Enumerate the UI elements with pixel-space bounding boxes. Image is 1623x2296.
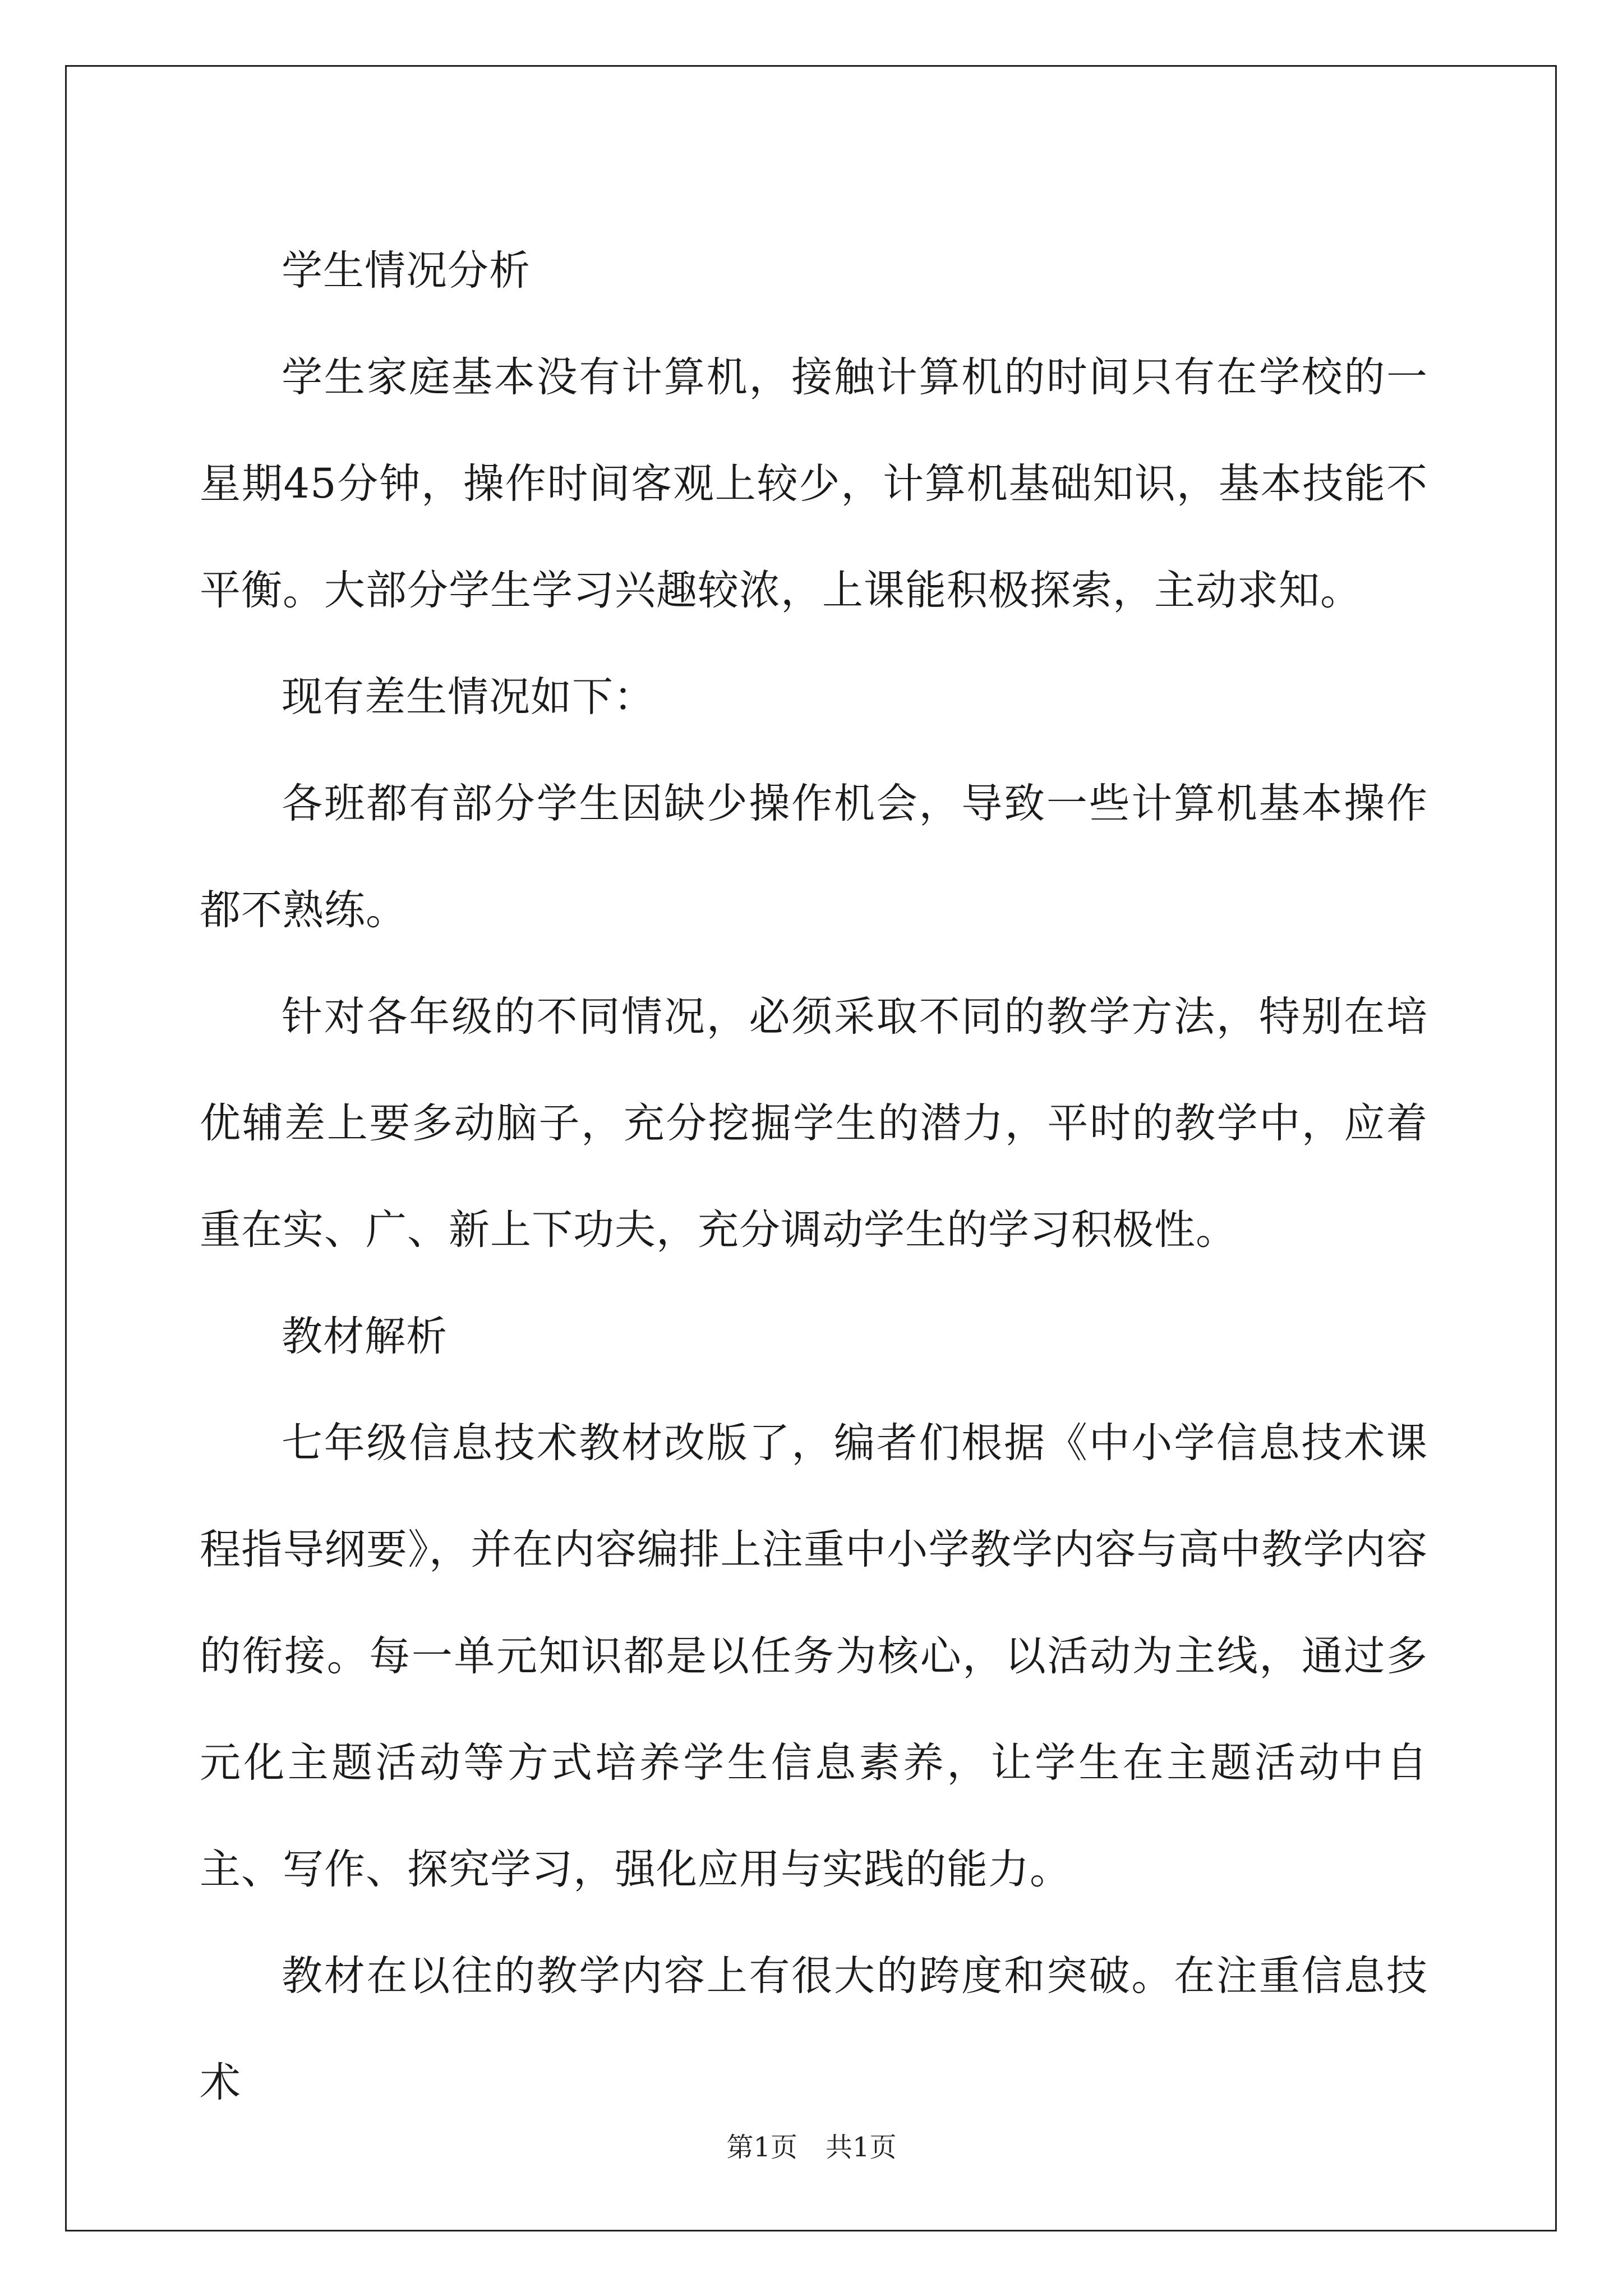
heading-textbook-analysis: 教材解析 bbox=[282, 1313, 448, 1360]
heading-student-analysis: 学生情况分析 bbox=[282, 247, 531, 295]
paragraph-weak-students-intro: 现有差生情况如下： bbox=[282, 673, 655, 721]
paragraph-teaching-strategy: 针对各年级的不同情况，必须采取不同的教学方法，特别在培优辅差上要多动脑子，充分挖掘学生的潜力，平时的教学中，应着重在实、广、新上下功夫，充分调动学生的学习积极性。 bbox=[200, 993, 1428, 1254]
paragraph-textbook-revision: 七年级信息技术教材改版了，编者们根据《中小学信息技术课程指导纲要》，并在内容编排上注重中小学教学内容与高中教学内容的衔接。每一单元知识都是以任务为核心，以活动为主线，通过多元化主题活动等方式培养学生信息素养，让学生在主题活动中自主、写作、探究学习，强化应用与实践的能力。 bbox=[200, 1419, 1428, 1893]
page-footer bbox=[0, 2131, 1623, 2164]
paragraph-student-background: 学生家庭基本没有计算机，接触计算机的时间只有在学校的一星期45分钟，操作时间客观上较少，计算机基础知识，基本技能不平衡。大部分学生学习兴趣较浓，上课能积极探索，主动求知。 bbox=[200, 353, 1428, 614]
paragraph-weak-students-detail: 各班都有部分学生因缺少操作机会，导致一些计算机基本操作都不熟练。 bbox=[200, 780, 1428, 934]
paragraph-textbook-content: 教材在以往的教学内容上有很大的跨度和突破。在注重信息技术 bbox=[200, 1952, 1428, 2106]
page-total: 共1页 bbox=[826, 2132, 897, 2163]
page-number: 第1页 bbox=[726, 2132, 797, 2163]
document-body bbox=[200, 218, 1428, 2136]
